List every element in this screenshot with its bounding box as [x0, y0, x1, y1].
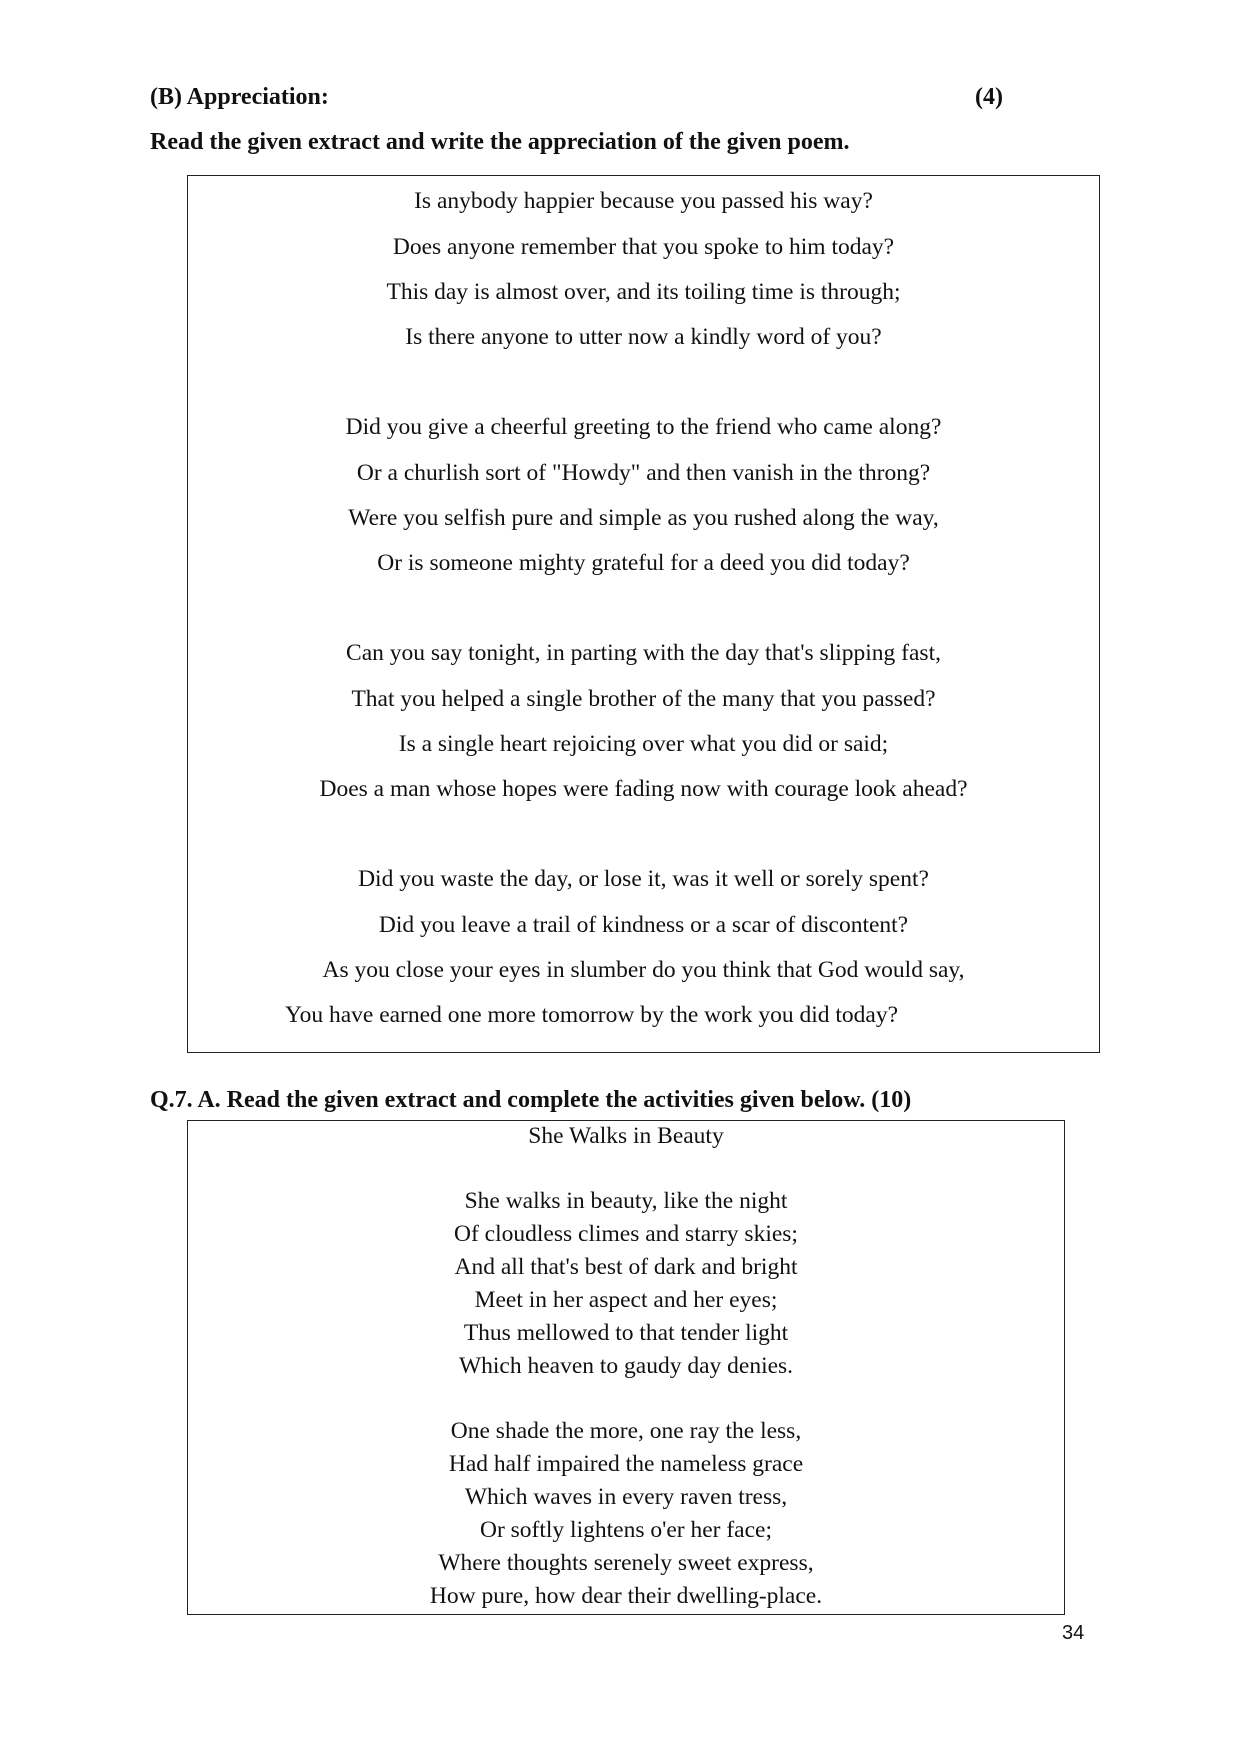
- section-heading: [150, 84, 1010, 118]
- section-title: (B) Appreciation:: [150, 84, 329, 110]
- poem-line: Had half impaired the nameless grace: [448, 1451, 804, 1477]
- poem-line: That you helped a single brother of the many that you passed?: [351, 686, 936, 712]
- poem-line: You have earned one more tomorrow by the work you did today?: [284, 1002, 899, 1028]
- poem-line: Does anyone remember that you spoke to him today?: [392, 234, 895, 260]
- poem-line: This day is almost over, and its toiling time is through;: [386, 279, 901, 305]
- poem-line: Is anybody happier because you passed his way?: [414, 188, 873, 214]
- poem-line: And all that's best of dark and bright: [454, 1254, 798, 1280]
- poem-line: Which waves in every raven tress,: [464, 1484, 788, 1510]
- poem-line: Or a churlish sort of "Howdy" and then vanish in the throng?: [356, 460, 931, 486]
- poem-line: Where thoughts serenely sweet express,: [438, 1550, 814, 1576]
- question-heading: Q.7. A. Read the given extract and complete the activities given below. (10): [150, 1087, 912, 1113]
- poem-line: Or softly lightens o'er her face;: [479, 1517, 772, 1543]
- poem-line: Is there anyone to utter now a kindly word of you?: [405, 324, 882, 350]
- poem-line: She walks in beauty, like the night: [464, 1188, 788, 1214]
- poem-line: Did you give a cheerful greeting to the friend who came along?: [345, 414, 942, 440]
- instruction-text: Read the given extract and write the appreciation of the given poem.: [150, 129, 850, 155]
- page-number: 34: [1062, 1622, 1085, 1644]
- poem-line: Were you selfish pure and simple as you rushed along the way,: [348, 505, 939, 531]
- poem-line: Did you waste the day, or lose it, was it well or sorely spent?: [358, 866, 929, 892]
- poem-line: As you close your eyes in slumber do you think that God would say,: [322, 957, 965, 983]
- poem-line: How pure, how dear their dwelling-place.: [429, 1583, 823, 1609]
- poem-title: She Walks in Beauty: [528, 1123, 724, 1149]
- poem-box-appreciation: [187, 175, 1100, 1053]
- poem-line: Of cloudless climes and starry skies;: [454, 1221, 798, 1247]
- poem-line: Thus mellowed to that tender light: [463, 1320, 789, 1346]
- poem-line: Is a single heart rejoicing over what you did or said;: [398, 731, 889, 757]
- poem-line: Meet in her aspect and her eyes;: [474, 1287, 778, 1313]
- poem-line: Does a man whose hopes were fading now with courage look ahead?: [319, 776, 968, 802]
- poem-line: One shade the more, one ray the less,: [450, 1418, 802, 1444]
- poem-line: Or is someone mighty grateful for a deed you did today?: [377, 550, 910, 576]
- poem-box-she-walks-in-beauty: [187, 1120, 1065, 1615]
- poem-line: Which heaven to gaudy day denies.: [458, 1353, 794, 1379]
- poem-line: Did you leave a trail of kindness or a scar of discontent?: [378, 912, 909, 938]
- poem-line: Can you say tonight, in parting with the day that's slipping fast,: [346, 640, 941, 666]
- section-marks: (4): [975, 84, 1003, 110]
